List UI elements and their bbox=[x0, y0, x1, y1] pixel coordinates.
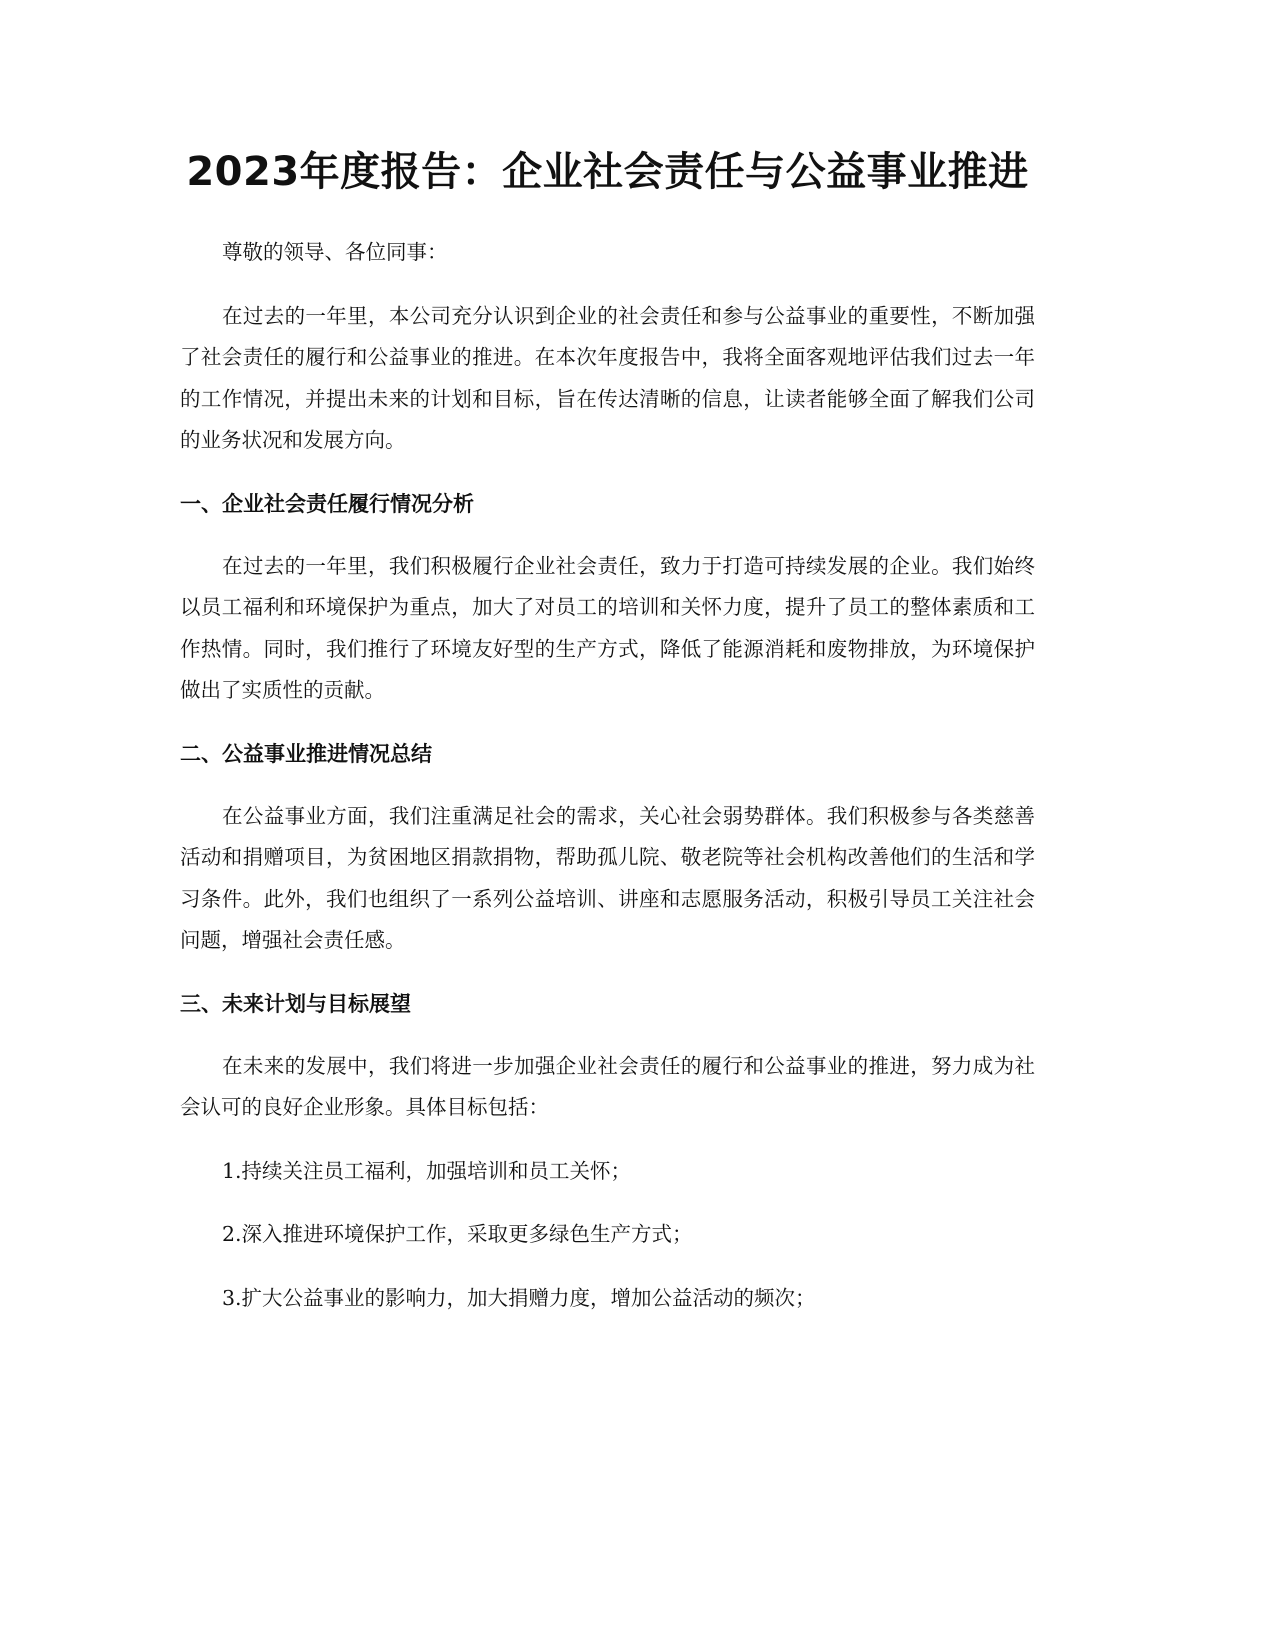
greeting: 尊敬的领导、各位同事： bbox=[222, 240, 448, 264]
document-title: 2023年度报告：企业社会责任与公益事业推进 bbox=[186, 149, 1029, 195]
intro-paragraph: 在过去的一年里，本公司充分认识到企业的社会责任和参与公益事业的重要性，不断加强了社会责任的履行和公益事业的推进。在本次年度报告中，我将全面客观地评估我们过去一年的工作情况，并提出未来的计划和目标，旨在传达清晰的信息，让读者能够全面了解我们公司的业务状况和发展方向。 bbox=[180, 303, 1035, 452]
section-heading-future: 三、未来计划与目标展望 bbox=[180, 991, 411, 1016]
goal-item: 2.深入推进环境保护工作，采取更多绿色生产方式； bbox=[222, 1222, 693, 1246]
goal-item: 1.持续关注员工福利，加强培训和员工关怀； bbox=[222, 1158, 632, 1183]
section-body-future: 在未来的发展中，我们将进一步加强企业社会责任的履行和公益事业的推进，努力成为社会认可的良好企业形象。具体目标包括： bbox=[180, 1053, 1035, 1119]
section-body-charity: 在公益事业方面，我们注重满足社会的需求，关心社会弱势群体。我们积极参与各类慈善活动和捐赠项目，为贫困地区捐款捐物，帮助孤儿院、敬老院等社会机构改善他们的生活和学习条件。此外，我们也组织了一系列公益培训、讲座和志愿服务活动，积极引导员工关注社会问题，增强社会责任感。 bbox=[180, 803, 1035, 952]
section-heading-csr: 一、企业社会责任履行情况分析 bbox=[180, 491, 474, 516]
section-heading-charity: 二、公益事业推进情况总结 bbox=[180, 741, 432, 766]
goals-list bbox=[180, 1151, 1035, 1320]
document-page bbox=[180, 140, 1035, 1341]
goal-item: 3.扩大公益事业的影响力，加大捐赠力度，增加公益活动的频次； bbox=[222, 1285, 816, 1310]
section-body-csr: 在过去的一年里，我们积极履行企业社会责任，致力于打造可持续发展的企业。我们始终以员工福利和环境保护为重点，加大了对员工的培训和关怀力度，提升了员工的整体素质和工作热情。同时，我们推行了环境友好型的生产方式，降低了能源消耗和废物排放，为环境保护做出了实质性的贡献。 bbox=[180, 553, 1035, 702]
